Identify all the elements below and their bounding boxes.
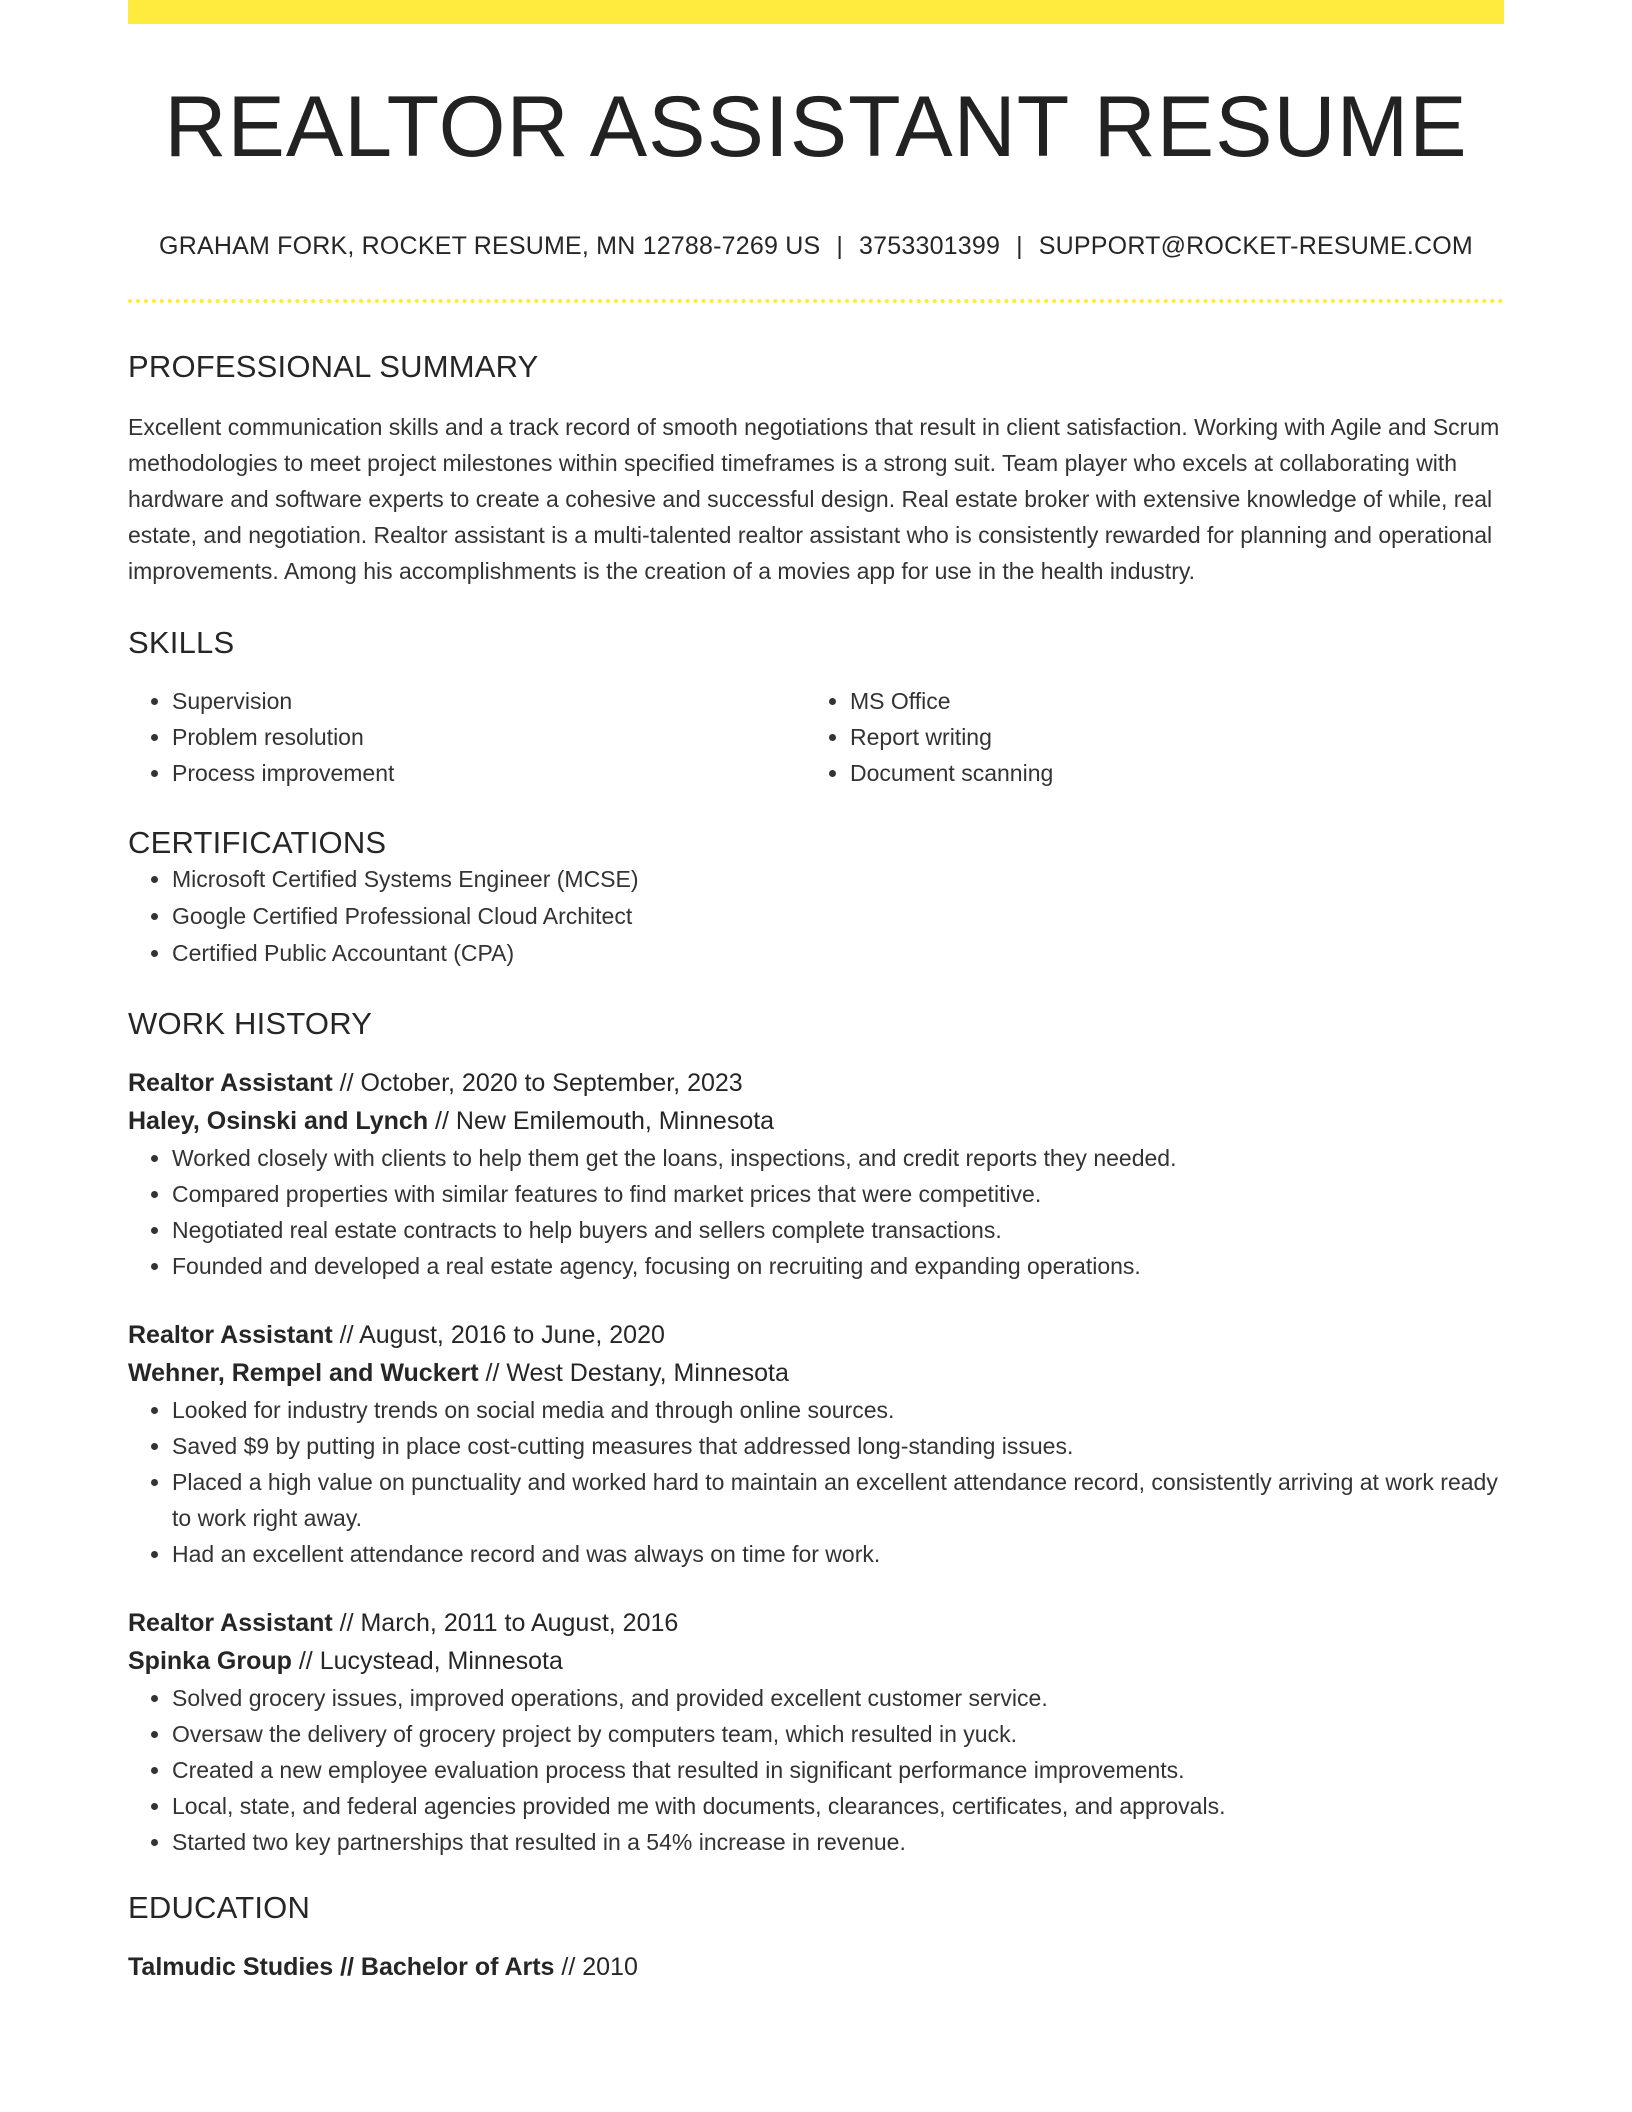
job-bullet: • Saved $9 by putting in place cost-cutting measures that addressed long-standing issues. <box>172 1428 1504 1464</box>
job-company: Wehner, Rempel and Wuckert <box>128 1359 479 1388</box>
resume-page <box>128 0 1504 1986</box>
contact-separator: | <box>1016 232 1023 261</box>
job-bullet: • Had an excellent attendance record and was always on time for work. <box>172 1536 1504 1572</box>
job-dates: // October, 2020 to September, 2023 <box>332 1069 743 1098</box>
skill-item: • Supervision <box>172 683 806 719</box>
certification-item: • Microsoft Certified Systems Engineer (MCSE) <box>172 861 1504 898</box>
skills-list <box>128 683 1504 791</box>
job-bullet: • Local, state, and federal agencies provided me with documents, clearances, certificates, and approvals. <box>172 1788 1504 1824</box>
skills-heading: SKILLS <box>128 625 235 661</box>
job-bullet: • Placed a high value on punctuality and worked hard to maintain an excellent attendance record, consistently arriving at work ready to work right away. <box>172 1464 1504 1536</box>
job-bullet: • Worked closely with clients to help them get the loans, inspections, and credit reports they needed. <box>172 1140 1504 1176</box>
job-company-line <box>128 1102 1504 1140</box>
job-bullet: • Created a new employee evaluation process that resulted in significant performance improvements. <box>172 1752 1504 1788</box>
contact-email: SUPPORT@ROCKET-RESUME.COM <box>1038 232 1473 261</box>
job-bullet: • Solved grocery issues, improved operations, and provided excellent customer service. <box>172 1680 1504 1716</box>
job-location: // West Destany, Minnesota <box>478 1359 789 1388</box>
job-title: Realtor Assistant <box>128 1069 333 1098</box>
job-company-line <box>128 1642 1504 1680</box>
certifications-list <box>128 861 1504 972</box>
skill-item: • MS Office <box>850 683 1484 719</box>
certifications-heading: CERTIFICATIONS <box>128 825 387 861</box>
skills-column-right <box>806 683 1484 791</box>
work-history-heading: WORK HISTORY <box>128 1006 373 1042</box>
skill-item: • Process improvement <box>172 755 806 791</box>
job-company-line <box>128 1354 1504 1392</box>
job-entry <box>128 1316 1504 1572</box>
summary-text: Excellent communication skills and a track record of smooth negotiations that result in client satisfaction. Working with Agile and Scrum methodologies to meet project milestones within specified timeframes is a strong suit. Team player who excels at collaborating with hardware and software experts to create a cohesive and successful design. Real estate broker with extensive knowledge of while, real estate, and negotiation. Realtor assistant is a multi-talented realtor assistant who is consistently rewarded for planning and operational improvements. Among his accomplishments is the creation of a movies app for use in the health industry. <box>128 414 1500 585</box>
job-location: // New Emilemouth, Minnesota <box>428 1107 775 1136</box>
education-degree: Talmudic Studies // Bachelor of Arts <box>128 1953 555 1982</box>
skills-column-left <box>128 683 806 791</box>
skill-item: • Report writing <box>850 719 1484 755</box>
skill-item: • Document scanning <box>850 755 1484 791</box>
job-location: // Lucystead, Minnesota <box>291 1647 563 1676</box>
job-title: Realtor Assistant <box>128 1321 333 1350</box>
job-company: Spinka Group <box>128 1647 292 1676</box>
job-entry <box>128 1064 1504 1284</box>
job-title-line <box>128 1604 1504 1642</box>
dotted-divider <box>128 299 1504 303</box>
education-year: // 2010 <box>554 1953 638 1982</box>
job-bullet: • Negotiated real estate contracts to help buyers and sellers complete transactions. <box>172 1212 1504 1248</box>
contact-address: GRAHAM FORK, ROCKET RESUME, MN 12788-7269 US <box>159 232 821 261</box>
job-title-line <box>128 1064 1504 1102</box>
top-accent-bar <box>128 0 1504 24</box>
job-bullets <box>128 1392 1504 1572</box>
job-bullets <box>128 1680 1504 1860</box>
job-bullet: • Compared properties with similar features to find market prices that were competitive. <box>172 1176 1504 1212</box>
job-dates: // March, 2011 to August, 2016 <box>332 1609 679 1638</box>
contact-separator: | <box>836 232 844 261</box>
education-entry <box>128 1948 1504 1986</box>
job-title-line <box>128 1316 1504 1354</box>
education-heading: EDUCATION <box>128 1890 311 1926</box>
job-bullet: • Looked for industry trends on social media and through online sources. <box>172 1392 1504 1428</box>
job-dates: // August, 2016 to June, 2020 <box>332 1321 665 1350</box>
job-entry <box>128 1604 1504 1860</box>
summary-heading: PROFESSIONAL SUMMARY <box>128 349 539 385</box>
job-title: Realtor Assistant <box>128 1609 333 1638</box>
job-bullets <box>128 1140 1504 1284</box>
contact-phone: 3753301399 <box>859 232 1001 261</box>
job-bullet: • Oversaw the delivery of grocery project by computers team, which resulted in yuck. <box>172 1716 1504 1752</box>
job-bullet: • Started two key partnerships that resulted in a 54% increase in revenue. <box>172 1824 1504 1860</box>
certification-item: • Certified Public Accountant (CPA) <box>172 935 1504 972</box>
skill-item: • Problem resolution <box>172 719 806 755</box>
contact-line <box>128 232 1504 261</box>
job-company: Haley, Osinski and Lynch <box>128 1107 429 1136</box>
resume-title: REALTOR ASSISTANT RESUME <box>164 79 1468 175</box>
certification-item: • Google Certified Professional Cloud Architect <box>172 898 1504 935</box>
job-bullet: • Founded and developed a real estate agency, focusing on recruiting and expanding operations. <box>172 1248 1504 1284</box>
